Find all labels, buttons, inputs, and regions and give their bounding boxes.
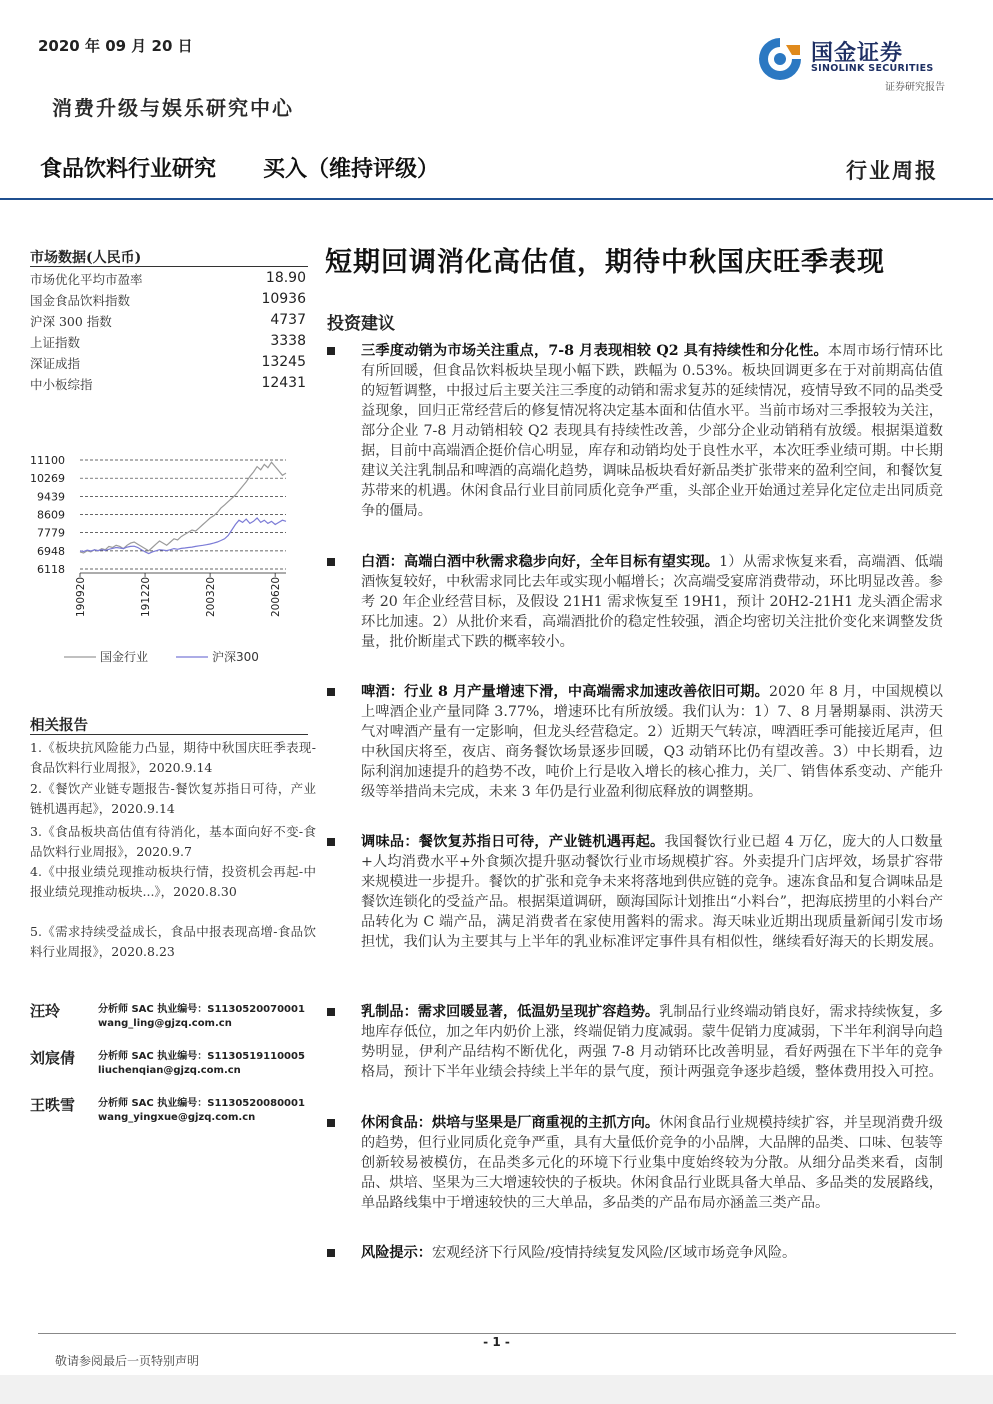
paragraph-lead: 调味品：餐饮复苏指日可待，产业链机遇再起。 (361, 834, 665, 850)
chart-y-tick-label: 8609 (37, 508, 65, 522)
market-data-row (30, 354, 306, 374)
footer-divider (38, 1333, 956, 1334)
page-number: - 1 - (483, 1335, 510, 1349)
paragraph-body: 休闲食品行业规模持续扩容，并呈现消费升级的趋势，但行业同质化竞争严重，具有大量低价竞争的小品牌，大品牌的品类、口味、包装等创新较易被模仿，在品类多元化的环境下行业集中度始终较为分散。从细分品类来看，卤制品、烘培、坚果为三大增速较快的子板块。休闲食品行业既具备大单品、多品类的发展路线，单品路线集中于增速较快的三大单品，多品类的产品布局亦涵盖三类产品。 (361, 1115, 943, 1211)
related-reports-divider (30, 734, 308, 735)
chart-y-tick-label: 11100 (30, 454, 65, 467)
chart-x-tick-label: 200320 (205, 576, 218, 617)
chart-series-line-guojin (80, 462, 286, 553)
paragraph-body: 1）从需求恢复来看，高端酒、低端酒恢复较好，中秋需求同比去年或实现小幅增长；次高端受宴席消费带动，环比明显改善。参考 20 年企业经营目标，及假设 21H1 需求恢复至 19H1，预计 20H2-21H1 龙头酒企需求环比加速。2）从批价来看，高端酒批价的稳定性较强，酒企均密切关注批价变化来调整发货量，批价断崖式下跌的概率较小。 (361, 554, 943, 650)
market-data-divider (30, 266, 308, 267)
market-data-row (30, 312, 306, 332)
chart-y-tick-label: 6948 (37, 544, 65, 558)
market-data-value: 3338 (270, 333, 306, 349)
market-data-row (30, 270, 306, 290)
paragraph-body: 我国餐饮行业已超 4 万亿，庞大的人口数量+人均消费水平+外食频次提升驱动餐饮行业市场规模扩容。外卖提升门店坪效，场景扩容带来规模进一步提升。餐饮的扩张和竞争未来将落地到供应链的竞争。速冻食品和复合调味品是餐饮连锁化的受益产品。根据渠道调研，颐海国际计划推出“小料台”，把海底捞里的小料台产品转化为 C 端产品，满足消费者在家使用酱料的需求。海天味业近期出现质量新闻引发市场担忧，我们认为主要其与上半年的乳业标准评定事件具有相似性，继续看好海天的长期发展。 (361, 834, 944, 950)
research-center-name: 消费升级与娱乐研究中心 (52, 96, 294, 120)
report-type-label: 行业周报 (846, 158, 938, 183)
market-data-row (30, 375, 306, 395)
rating-label: 买入（维持评级） (263, 157, 440, 182)
paragraph-body: 2020 年 8 月，中国规模以上啤酒企业产量同降 3.77%，增速环比有所放缓。我们认为：1）7、8 月暑期暴雨、洪涝天气对啤酒产量有一定影响，但龙头经营稳定。2）近期天气转凉，啤酒旺季可能接近尾声，但中秋国庆将至，夜店、商务餐饮场景逐步回暖，Q3 动销环比仍有望改善。3）中长期看，边际利润加速提升的趋势不改，吨价上行是收入增长的核心推力，关厂、销售体系变动、产能升级等举措尚未完成，未来 3 年仍是行业盈利彻底释放的调整期。 (361, 684, 943, 800)
bullet-square-icon (327, 558, 335, 566)
paragraph-lead: 乳制品：需求回暖显著，低温奶呈现扩容趋势。 (361, 1004, 660, 1020)
analyst-cert: 分析师 SAC 执业编号：S1130520080001 (98, 1098, 305, 1109)
related-report-item[interactable]: 3.《食品板块高估值有待消化，基本面向好不变-食品饮料行业周报》，2020.9.7 (30, 824, 316, 860)
market-data-row (30, 333, 306, 353)
analyst-info (98, 1097, 305, 1125)
chart-y-tick-label: 10269 (30, 472, 65, 486)
bullet-square-icon (327, 1119, 335, 1127)
paragraph-baijiu (361, 552, 943, 652)
logo-subtitle: 证券研究报告 (885, 82, 945, 93)
market-data-label: 深证成指 (30, 356, 81, 371)
paragraph-body: 宏观经济下行风险/疫情持续复发风险/区域市场竞争风险。 (431, 1245, 797, 1261)
related-report-item[interactable]: 5.《需求持续受益成长，食品中报表现高增-食品饮料行业周报》，2020.8.23 (30, 924, 316, 960)
market-data-value: 12431 (261, 375, 306, 391)
report-date: 2020 年 09 月 20 日 (38, 37, 193, 55)
paragraph-body: 乳制品行业终端动销良好，需求持续恢复，多地库存低位，加之年内奶价上涨，终端促销力度减弱。蒙牛促销力度减弱，下半年利润导向趋势明显，伊利产品结构不断优化，两强 7-8 月动销环比改善明显，看好两强在下半年的竞争格局，预计下半年业绩会持续上半年的景气度，预计两强竞争逐步趋缓，整体费用投入可控。 (361, 1004, 943, 1080)
market-data-value: 10936 (261, 291, 306, 307)
bottom-band (0, 1375, 993, 1404)
analyst-email[interactable]: liuchenqian@gjzq.com.cn (98, 1065, 241, 1076)
chart-legend-label: 国金行业 (100, 650, 149, 664)
bullet-square-icon (327, 1008, 335, 1016)
paragraph-beer (361, 682, 943, 802)
analyst-cert: 分析师 SAC 执业编号：S1130519110005 (98, 1051, 305, 1062)
paragraph-lead: 风险提示： (361, 1245, 432, 1261)
logo-text-en: SINOLINK SECURITIES (811, 63, 934, 74)
report-industry-title: 食品饮料行业研究 (40, 157, 217, 182)
analyst-email[interactable]: wang_yingxue@gjzq.com.cn (98, 1112, 256, 1123)
paragraph-dairy (361, 1002, 943, 1082)
analyst-email[interactable]: wang_ling@gjzq.com.cn (98, 1018, 232, 1029)
paragraph-snacks (361, 1113, 943, 1213)
chart-y-tick-label: 6118 (37, 563, 65, 576)
related-reports-title: 相关报告 (30, 717, 88, 734)
analyst-name: 王昳雪 (30, 1096, 76, 1114)
header-divider (0, 198, 993, 200)
bullet-square-icon (327, 688, 335, 696)
sinolink-logo-icon (756, 33, 808, 85)
analyst-info (98, 1003, 305, 1031)
paragraph-condiments (361, 832, 943, 952)
paragraph-lead: 休闲食品：烘培与坚果是厂商重视的主抓方向。 (361, 1115, 660, 1131)
main-title: 短期回调消化高估值，期待中秋国庆旺季表现 (325, 247, 885, 278)
paragraph-body: 本周市场行情环比有所回暖，但食品饮料板块呈现小幅下跌，跌幅为 0.53%。板块回调更多在于对前期高估值的短暂调整，中报过后主要关注三季度的动销和需求复苏的延续情况，疫情导致不同的品类受益现象，回归正常经营后的修复情况将决定基本面和估值水平。当前市场对三季报较为关注，部分企业 7-8 月动销相较 Q2 表现具有持续性改善，少部分企业动销稍有放缓。根据渠道数据，目前中高端酒企挺价信心明显，库存和动销均处于良性水平，本次旺季业绩可期。中长期建议关注乳制品和啤酒的高端化趋势，调味品板块看好新品类扩张带来的盈利空间，和餐饮复苏带来的机遇。休闲食品行业目前同质化竞争严重，头部企业开始通过差异化定位走出同质竞争的僵局。 (361, 343, 943, 519)
analyst-name: 刘宸倩 (30, 1049, 76, 1067)
paragraph-lead: 白酒：高端白酒中秋需求稳步向好，全年目标有望实现。 (361, 554, 720, 570)
chart-legend-label: 沪深300 (212, 650, 259, 664)
bullet-square-icon (327, 1249, 335, 1257)
market-data-label: 沪深 300 指数 (30, 314, 112, 329)
market-data-label: 国金食品饮料指数 (30, 293, 131, 308)
market-data-value: 13245 (261, 354, 306, 370)
chart-y-tick-label: 7779 (37, 526, 65, 540)
market-data-label: 中小板综指 (30, 377, 93, 392)
index-chart-svg (28, 440, 308, 665)
index-chart (28, 440, 308, 665)
related-report-item[interactable]: 1.《板块抗风险能力凸显，期待中秋国庆旺季表现-食品饮料行业周报》，2020.9.14 (30, 740, 316, 776)
bullet-square-icon (327, 347, 335, 355)
market-data-value: 18.90 (265, 270, 306, 286)
market-data-label: 市场优化平均市盈率 (30, 272, 143, 287)
market-data-value: 4737 (270, 312, 306, 328)
chart-x-tick-label: 190920 (75, 576, 87, 617)
paragraph-risk (361, 1243, 943, 1263)
analyst-info (98, 1050, 305, 1078)
chart-x-tick-label: 200620 (270, 576, 283, 617)
analyst-cert: 分析师 SAC 执业编号：S1130520070001 (98, 1004, 305, 1015)
analyst-name: 汪玲 (30, 1002, 61, 1020)
chart-y-tick-label: 9439 (37, 490, 65, 504)
paragraph-lead: 三季度动销为市场关注重点，7-8 月表现相较 Q2 具有持续性和分化性。 (361, 343, 828, 359)
chart-x-tick-label: 191220 (140, 576, 153, 617)
market-data-title: 市场数据(人民币) (30, 250, 142, 266)
section-title-investment: 投资建议 (327, 314, 395, 334)
related-report-item[interactable]: 4.《中报业绩兑现推动板块行情，投资机会再起-中报业绩兑现推动板块...》，2020.8.30 (30, 864, 316, 900)
logo-text-cn: 国金证券 (811, 41, 904, 66)
related-report-item[interactable]: 2.《餐饮产业链专题报告-餐饮复苏指日可待，产业链机遇再起》，2020.9.14 (30, 781, 316, 817)
bullet-square-icon (327, 838, 335, 846)
market-data-row (30, 291, 306, 311)
disclaimer-note: 敬请参阅最后一页特别声明 (55, 1354, 200, 1368)
paragraph-lead: 啤酒：行业 8 月产量增速下滑，中高端需求加速改善依旧可期。 (361, 684, 770, 700)
paragraph-q3-sales (361, 341, 943, 521)
market-data-label: 上证指数 (30, 335, 81, 350)
